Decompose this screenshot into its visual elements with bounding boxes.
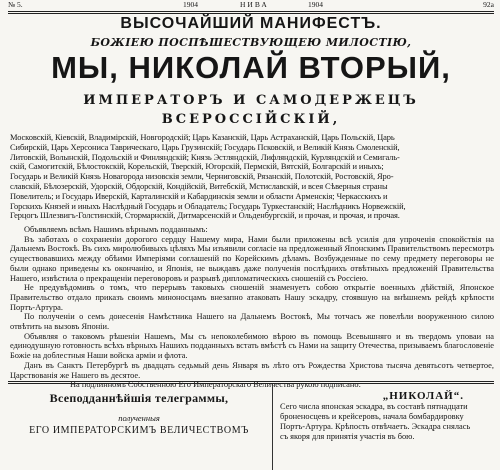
manifesto-grace-line: БОЖІЕЮ ПОСПѢШЕСТВУЮЩЕЮ МИЛОСТІЮ, [90,36,412,49]
titles-line: Сибирскій, Царь Херсониса Таврическаго, Царь Грузинскій; Государь Псковскій, и Великій Князь Смоленскій, [10,142,400,152]
column-divider [272,384,273,470]
body-paragraph: Въ заботахъ о сохраненіи дорогого сердцу Нашему мира, Нами были приложены всѣ усилія для упроченія спокойствія на Дальнемъ Востокѣ. Въ сихъ миролюбивыхъ цѣляхъ Мы изъявили согласіе на предложенный Японскимъ Правительствомъ пересмотръ существовавшихъ между обѣими Имперіями соглашеній по Корейскимъ дѣламъ. Возбужденные по сему предмету переговоры не были однако приведены къ окончанію, и Японія, не выждавъ даже полученія послѣднихъ отвѣтныхъ предложеній Правительства Нашего, извѣстила о прекращеніи переговоровъ и разрывѣ дипломатическихъ сношеній съ Россіею. [10,234,494,283]
column-line: съ якоря для принятія участія въ бою. [280,432,415,441]
monarch-name: МЫ, НИКОЛАЙ ВТОРЫЙ, [51,50,451,85]
page-number: 92a [483,0,494,9]
right-column-text [280,402,494,442]
body-paragraph: Не предувѣдомивъ о томъ, что перерывъ таковыхъ сношеній знаменуетъ собою открытіе военныхъ дѣйствій, Японское Правительство отдало приказъ своимъ миноносцамъ внезапно атаковать Нашу эскадру, стоявшую на внѣшнемъ рейдѣ крѣпости Портъ-Артура. [10,283,494,312]
telegram-heading [10,391,268,436]
imperial-titles [10,133,494,221]
titles-line: скій, Самогитскій, Бѣлостокскій, Корельскій, Тверскій, Югорскій, Пермскій, Вятскій, Болгарскій и иныхъ; [10,162,384,172]
titles-line: Повелитель; и Государь Иверскій, Карталинскій и Кабардинскія земли и области Арменскія; Черкасскихъ и [10,191,388,201]
telegram-received: полученныя [118,413,160,423]
telegram-recipient: ЕГО ИМПЕРАТОРСКИМЪ ВЕЛИЧЕСТВОМЪ [29,425,249,436]
signature-intro: На подлинномъ Собственною Его Императорскаго Величества рукою подписано: [70,380,361,390]
section-rule [8,381,494,382]
body-paragraph: По полученіи о семъ донесенія Намѣстника Нашего на Дальнемъ Востокѣ, Мы тотчасъ же повелѣли вооруженною силою отвѣтить на вызовъ Японіи. [10,312,494,332]
titles-line: Государь и Великій Князь Новагорода низовскія земли, Черниговскій, Рязанскій, Полотскій, Ростовскій, Яро- [10,172,394,182]
address-line: Объявляемъ всѣмъ Нашимъ вѣрнымъ подданнымъ: [24,225,208,234]
year-right: 1904 [308,0,323,9]
titles-line: Горскихъ Князей и иныхъ Наслѣдный Государь и Обладатель; Государь Туркестанскій; Наслѣдникъ Норвежскій, [10,201,406,211]
issue-number: № 5. [8,0,23,9]
body-paragraph: Объявляя о таковомъ рѣшеніи Нашемъ, Мы съ непоколебимою вѣрою въ помощь Всевышняго и въ твердомъ уповаи на единодушную готовность всѣхъ вѣрныхъ Нашихъ подданныхъ встать вмѣстѣ съ Нами на защиту Отечества, призываемъ благословеніе Божіе на доблестныя Наши войска арміи и флота. [10,331,494,361]
header-rule [8,11,494,12]
header-rule-thin [8,13,494,14]
column-line: Портъ-Артура. Крѣпость отвѣчаетъ. Эскадра снялась [280,422,471,431]
year-left: 1904 [183,0,198,9]
signature: „НИКОЛАЙ“. [382,389,464,402]
running-head [8,0,494,10]
titles-line: славскій, Бѣлозерскій, Удорскій, Обдорскій, Кондійскій, Витебскій, Мстиславскій, и всея Сѣверныя страны [10,181,388,191]
journal-name: НИВА [240,0,269,9]
telegram-title: Всеподданнѣйшія телеграммы, [49,391,229,405]
all-russian-title: ВСЕРОССІЙСКІЙ, [161,112,341,127]
column-line: броненосцевъ и крейсеровъ, начала бомбардировку [280,412,464,421]
body-paragraph: Данъ въ Санктъ Петербургѣ въ двадцать седьмый день Января въ лѣто отъ Рождества Христова тысяча девятьсотъ четвертое, Царствованія же Нашего въ десятое. [10,360,494,380]
section-rule-thin [8,383,494,384]
manifesto-body [10,225,494,402]
emperor-title: ИМПЕРАТОРЪ И САМОДЕРЖЕЦЪ [83,93,419,108]
manifesto-title: ВЫСОЧАЙШИЙ МАНИФЕСТЪ. [120,15,382,32]
column-line: Сего числа японская эскадра, въ составѣ пятнадцати [280,402,468,411]
titles-line: Литовскій, Волынскій, Подольскій и Финляндскій; Князь Эстляндскій, Лифляндскій, Курляндскій и Семигаль- [10,152,400,162]
titles-line: Герцогъ Шлезвигъ-Голстинскій, Стормарнскій, Дитмарсенскій и Ольденбургскій, и прочая, и прочая, и прочая. [10,211,400,221]
titles-line: Московскій, Кіевскій, Владимірскій, Новгородскій; Царь Казанскій, Царь Астраханскій, Царь Польскій, Царь [10,133,395,142]
